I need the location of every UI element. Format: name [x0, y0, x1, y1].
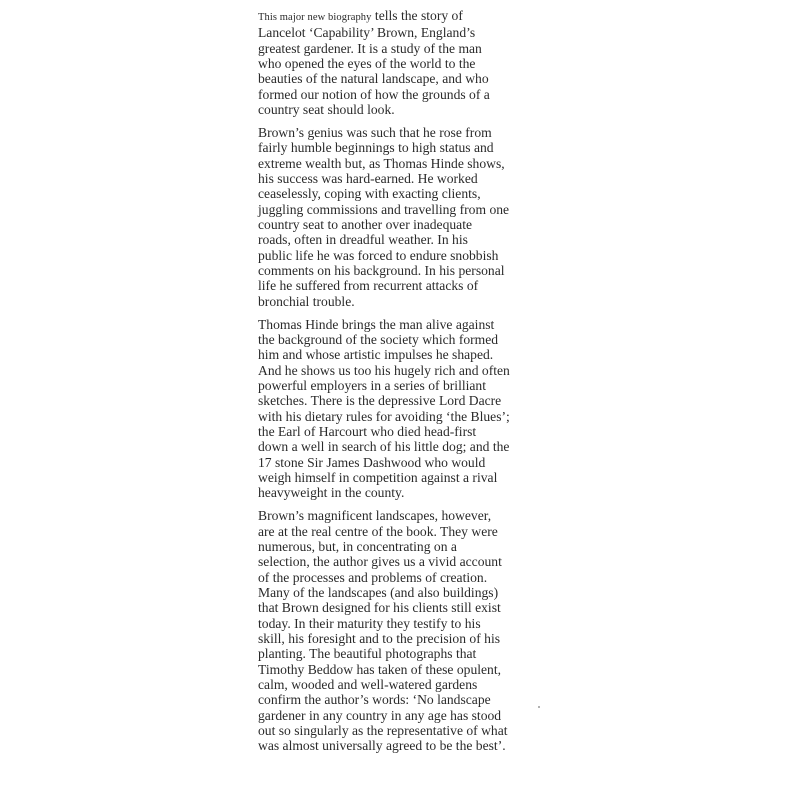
text-line: country seat should look. [258, 102, 395, 118]
text-line: roads, often in dreadful weather. In his [258, 232, 468, 248]
text-line: This major new biography tells the story of [258, 8, 463, 23]
text-line: numerous, but, in concentrating on a [258, 538, 457, 554]
text-line: of the processes and problems of creation. [258, 569, 488, 585]
text-line: gardener in any country in any age has stood [258, 707, 502, 723]
text-line: life he suffered from recurrent attacks of [258, 278, 479, 294]
text-line: the background of the society which formed [258, 331, 499, 347]
text-line: out so singularly as the representative of what [258, 722, 508, 738]
text-line: fairly humble beginnings to high status and [258, 140, 494, 156]
text-line: Many of the landscapes (and also buildings) [258, 584, 499, 600]
text-line: country seat to another over inadequate [258, 216, 473, 232]
small-caps-lead: This major new biography [258, 12, 372, 23]
text-line: was almost universally agreed to be the best’. [258, 738, 506, 754]
text-line: Brown’s genius was such that he rose from [258, 124, 492, 140]
text-line: heavyweight in the county. [258, 485, 405, 501]
text-line: Lancelot ‘Capability’ Brown, England’s [258, 25, 476, 41]
paragraph-3 [258, 317, 558, 501]
text-line: beauties of the natural landscape, and who [258, 71, 489, 87]
text-line: juggling commissions and travelling from one [258, 201, 510, 217]
text-line: down a well in search of his little dog; and the [258, 439, 510, 455]
scan-speck [538, 706, 540, 708]
text-line: confirm the author’s words: ‘No landscape [258, 692, 491, 708]
text-line: are at the real centre of the book. They were [258, 523, 498, 539]
text-line: calm, wooded and well-watered gardens [258, 676, 478, 692]
text-line: Thomas Hinde brings the man alive against [258, 316, 495, 332]
paragraph-1 [258, 8, 558, 117]
text-line: selection, the author gives us a vivid account [258, 554, 502, 570]
text-line: powerful employers in a series of brilliant [258, 377, 487, 393]
text-line: his success was hard-earned. He worked [258, 170, 478, 186]
text-line: greatest gardener. It is a study of the man [258, 40, 482, 56]
text-line: skill, his foresight and to the precision of his [258, 630, 501, 646]
text-line: 17 stone Sir James Dashwood who would [258, 454, 486, 470]
text-line: the Earl of Harcourt who died head-first [258, 423, 477, 439]
text-line: formed our notion of how the grounds of a [258, 86, 490, 102]
text-line: comments on his background. In his personal [258, 263, 505, 278]
text-line: public life he was forced to endure snobbish [258, 247, 499, 263]
paragraph-2 [258, 125, 558, 309]
text-line: Timothy Beddow has taken of these opulent, [258, 661, 502, 677]
text-line: that Brown designed for his clients still exist [258, 600, 501, 616]
text-line: bronchial trouble. [258, 293, 355, 309]
text-line: who opened the eyes of the world to the [258, 56, 476, 72]
text-line: sketches. There is the depressive Lord Dacre [258, 393, 502, 409]
blurb-text-column [258, 8, 558, 761]
text-line: him and whose artistic impulses he shaped. [258, 347, 494, 363]
text-line: Brown’s magnificent landscapes, however, [258, 508, 492, 524]
text-line: with his dietary rules for avoiding ‘the Blues’; [258, 408, 510, 424]
text-line: weigh himself in competition against a rival [258, 469, 498, 485]
text-line: today. In their maturity they testify to his [258, 615, 481, 631]
text-line: And he shows us too his hugely rich and often [258, 362, 510, 378]
text-line: planting. The beautiful photographs that [258, 646, 477, 662]
text-line: extreme wealth but, as Thomas Hinde shows, [258, 155, 505, 171]
text-line: ceaselessly, coping with exacting clients, [258, 186, 481, 202]
paragraph-4 [258, 508, 558, 754]
